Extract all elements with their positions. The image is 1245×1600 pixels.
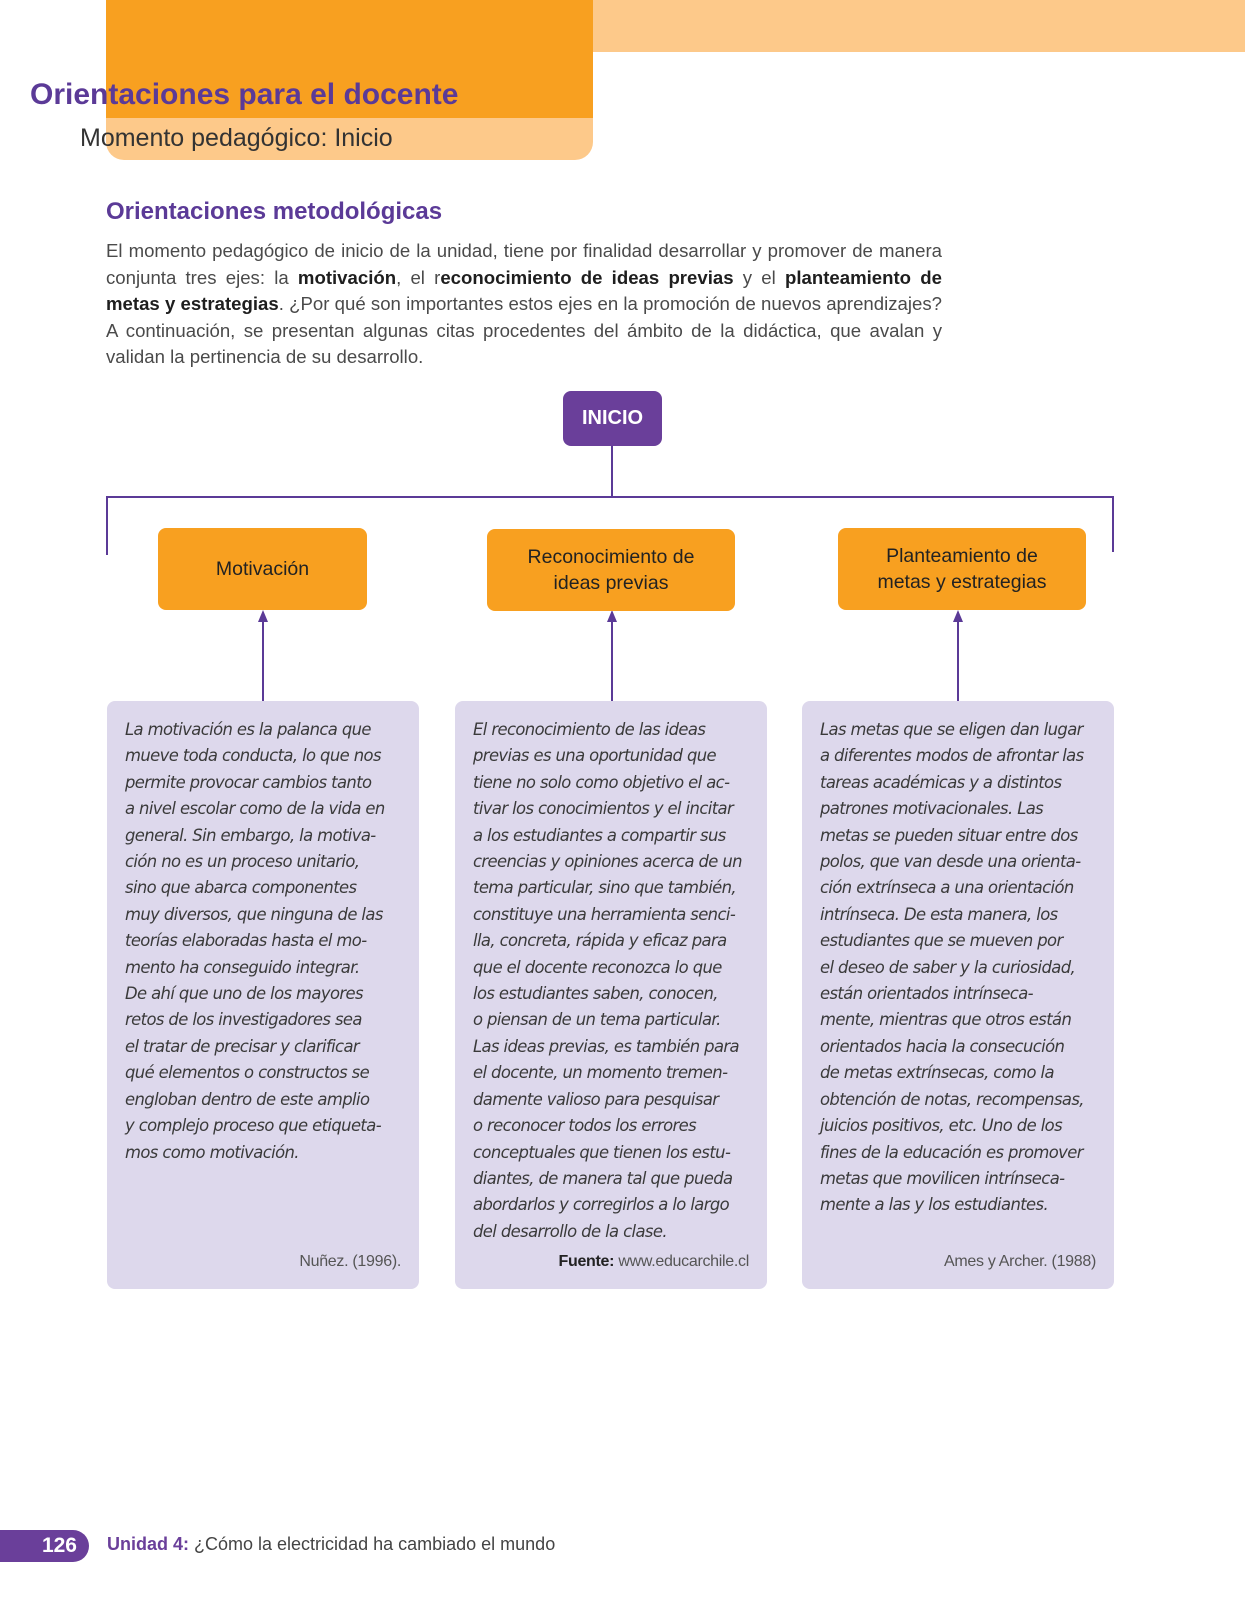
quote-line: abordarlos y corregirlos a lo largo	[473, 1195, 730, 1215]
quote-line: metas que movilicen intrínseca-	[820, 1168, 1065, 1188]
intro-bold-motivacion: motivación	[297, 266, 397, 288]
quote-line: juicios positivos, etc. Uno de los	[820, 1116, 1063, 1136]
quote-line: muy diversos, que ninguna de las	[125, 904, 383, 924]
quote-line: Las metas que se eligen dan lugar	[820, 720, 1083, 739]
quote-line: tivar los conocimientos y el incitar	[473, 799, 734, 819]
quote-line: sino que abarca componentes	[125, 878, 357, 898]
quote-box-motivacion	[107, 701, 419, 1289]
quote-line: polos, que van desde una orienta-	[820, 852, 1081, 872]
quote-line: lla, concreta, rápida y eficaz para	[473, 931, 727, 951]
intro-text: . ¿Por qué son importantes estos ejes en la promoción de nuevos aprendizajes? A continuación, se presentan algunas citas procedentes del ámbito de la didáctica, que avalan y validan la pertinencia de su desarrollo.	[106, 293, 942, 367]
arrow-up-icon	[258, 610, 268, 622]
quote-line: o reconocer todos los errores	[473, 1116, 697, 1136]
category-label: Reconocimiento de	[527, 546, 695, 568]
quote-line: ción extrínseca a una orientación	[820, 878, 1074, 898]
source-text: Nuñez. (1996).	[299, 1253, 401, 1270]
quote-line: mueve toda conducta, lo que nos	[125, 746, 381, 766]
section-title: Orientaciones metodológicas	[106, 198, 443, 225]
quote-line: el docente, un momento tremen-	[473, 1063, 728, 1083]
quote-line: y complejo proceso que etiqueta-	[125, 1116, 382, 1136]
quote-line: del desarrollo de la clase.	[473, 1221, 667, 1241]
quote-line: tema particular, sino que también,	[473, 878, 737, 898]
quote-line: patrones motivacionales. Las	[820, 799, 1044, 819]
quote-source	[299, 1253, 401, 1271]
intro-text: , el r	[396, 266, 441, 288]
quote-line: que el docente reconozca lo que	[473, 957, 722, 977]
quote-line: damente valioso para pesquisar	[473, 1089, 719, 1109]
quote-line: permite provocar cambios tanto	[125, 772, 372, 792]
source-label: Fuente:	[558, 1253, 615, 1270]
category-label: ideas previas	[553, 572, 669, 594]
category-motivacion	[158, 528, 367, 610]
arrow-up-icon	[953, 610, 963, 622]
quote-line: mos como motivación.	[125, 1142, 299, 1162]
quote-line: retos de los investigadores sea	[125, 1010, 362, 1030]
inicio-node: INICIO	[563, 391, 662, 446]
quote-line: mente a las y los estudiantes.	[820, 1195, 1049, 1215]
quote-box-planteamiento	[802, 701, 1114, 1289]
quote-line: qué elementos o constructos se	[125, 1063, 370, 1083]
quote-line: La motivación es la palanca que	[125, 720, 371, 739]
intro-bold-planteamiento: planteamiento de metas y estrategias	[106, 266, 942, 314]
footer-unit	[107, 1534, 555, 1555]
quote-box-reconocimiento	[455, 701, 767, 1289]
quote-line: o piensan de un tema particular.	[473, 1010, 721, 1030]
quote-line: diantes, de manera tal que pueda	[473, 1168, 733, 1188]
quote-text	[125, 717, 405, 1166]
quote-line: el deseo de saber y la curiosidad,	[820, 957, 1076, 977]
quote-line: ción no es un proceso unitario,	[125, 852, 360, 872]
quote-line: intrínseca. De esta manera, los	[820, 904, 1058, 924]
quote-line: tareas académicas y a distintos	[820, 772, 1062, 792]
quote-line: los estudiantes saben, conocen,	[473, 984, 718, 1004]
quote-source	[944, 1253, 1096, 1271]
quote-line: orientados hacia la consecución	[820, 1036, 1065, 1056]
intro-text: El momento pedagógico de inicio de la unidad, tiene por finalidad desarrollar y promover de manera conjunta tres ejes: la	[106, 240, 942, 288]
quote-line: Las ideas previas, es también para	[473, 1036, 739, 1056]
quote-line: obtención de notas, recompensas,	[820, 1089, 1084, 1109]
quote-line: el tratar de precisar y clarificar	[125, 1036, 360, 1056]
quote-line: de metas extrínsecas, como la	[820, 1063, 1054, 1083]
quote-line: conceptuales que tienen los estu-	[473, 1142, 731, 1162]
category-planteamiento	[838, 528, 1086, 610]
quote-line: tiene no solo como objetivo el ac-	[473, 772, 730, 792]
arrow-up-icon	[607, 610, 617, 622]
quote-line: están orientados intrínseca-	[820, 984, 1033, 1004]
category-label: Planteamiento de	[886, 545, 1038, 567]
page-subtitle: Momento pedagógico: Inicio	[80, 124, 393, 152]
source-text: www.educarchile.cl	[614, 1253, 749, 1270]
quote-line: a los estudiantes a compartir sus	[473, 825, 726, 845]
quote-line: a diferentes modos de afrontar las	[820, 746, 1084, 766]
quote-line: estudiantes que se mueven por	[820, 931, 1063, 951]
intro-bold-reconocimiento: econocimiento de ideas previas	[440, 266, 734, 288]
source-text: Ames y Archer. (1988)	[944, 1253, 1096, 1270]
quote-line: metas se pueden situar entre dos	[820, 825, 1078, 845]
quote-line: previas es una oportunidad que	[473, 746, 717, 766]
quote-text	[820, 717, 1100, 1219]
quote-line: De ahí que uno de los mayores	[125, 984, 363, 1004]
category-label: Motivación	[215, 558, 310, 580]
unit-title: ¿Cómo la electricidad ha cambiado el mundo	[189, 1534, 556, 1554]
unit-label: Unidad 4:	[107, 1534, 190, 1554]
quote-line: general. Sin embargo, la motiva-	[125, 825, 376, 845]
quote-line: a nivel escolar como de la vida en	[125, 799, 385, 819]
intro-text: y el	[733, 266, 785, 288]
category-reconocimiento	[487, 529, 735, 611]
page-title: Orientaciones para el docente	[30, 78, 459, 111]
quote-line: fines de la educación es promover	[820, 1142, 1083, 1162]
category-label: metas y estrategias	[877, 571, 1047, 593]
quote-line: creencias y opiniones acerca de un	[473, 852, 742, 872]
page-number: 126	[0, 1530, 89, 1562]
quote-line: constituye una herramienta senci-	[473, 904, 736, 924]
quote-line: teorías elaboradas hasta el mo-	[125, 931, 367, 951]
quote-line: engloban dentro de este amplio	[125, 1089, 370, 1109]
quote-line: El reconocimiento de las ideas	[473, 720, 706, 739]
quote-text	[473, 717, 753, 1245]
quote-line: mente, mientras que otros están	[820, 1010, 1072, 1030]
quote-line: mento ha conseguido integrar.	[125, 957, 360, 977]
quote-source	[559, 1253, 750, 1271]
